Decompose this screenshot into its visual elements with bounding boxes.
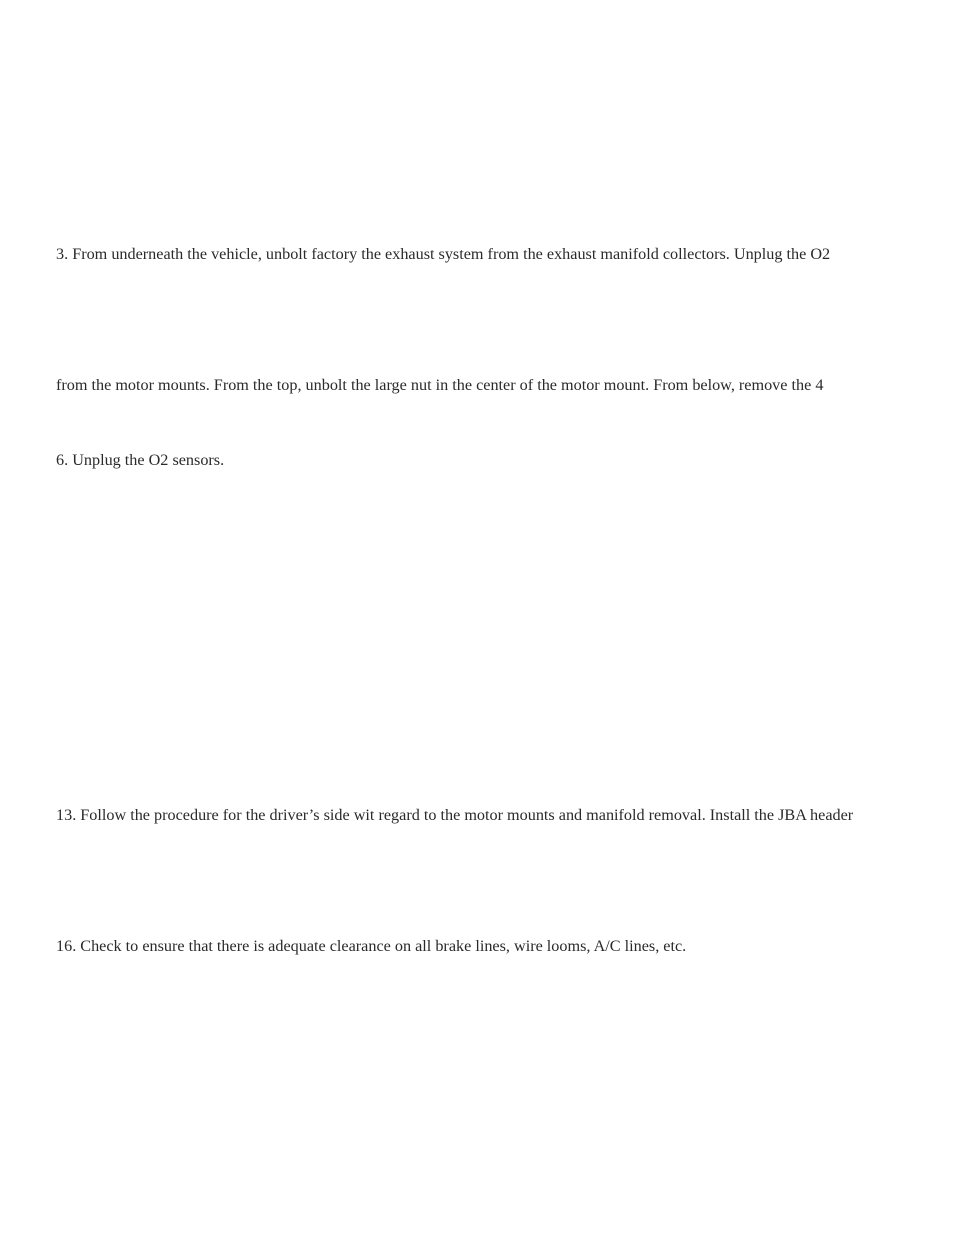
instruction-step-6: 6. Unplug the O2 sensors. — [56, 451, 225, 469]
instruction-step-13: 13. Follow the procedure for the driver’s side wit regard to the motor mounts and manifold removal. Install the JBA header — [56, 806, 854, 824]
instruction-step-16: 16. Check to ensure that there is adequate clearance on all brake lines, wire looms, A/C lines, etc. — [56, 937, 687, 955]
instruction-motor-mount-text: from the motor mounts. From the top, unbolt the large nut in the center of the motor mount. From below, remove the 4 — [56, 376, 824, 394]
instruction-step-3: 3. From underneath the vehicle, unbolt factory the exhaust system from the exhaust manifold collectors. Unplug the O2 — [56, 245, 831, 263]
